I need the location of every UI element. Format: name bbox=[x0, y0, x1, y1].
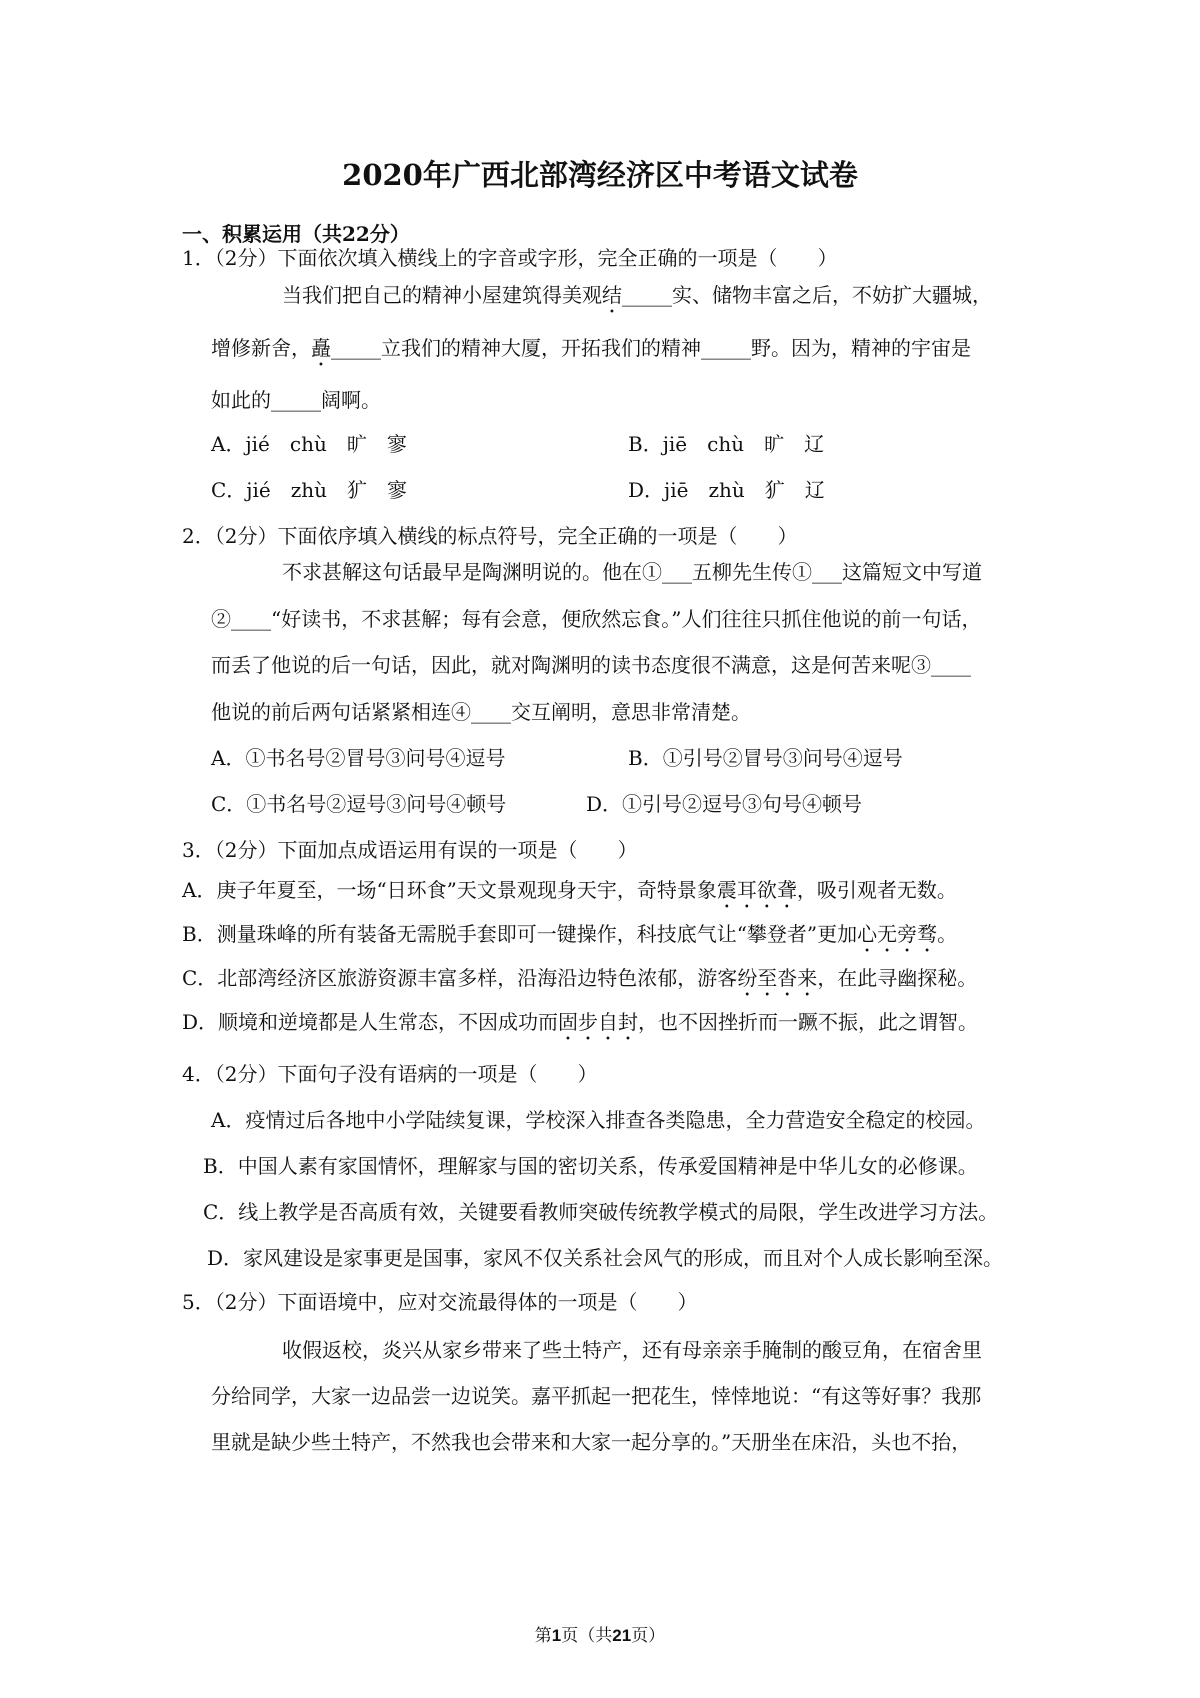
question-2-option-b: B．①引号②冒号③问号④逗号 bbox=[628, 746, 903, 770]
question-3-option-b: B．测量珠峰的所有装备无需脱手套即可一键操作，科技底气让“攀登者”更加心无旁骛。 bbox=[182, 922, 958, 946]
question-5-stem: 5．（2分）下面语境中，应对交流最得体的一项是（ ） bbox=[182, 1290, 698, 1314]
question-3-option-a: A．庚子年夏至，一场“日环食”天文景观现身天宇，奇特景象震耳欲聋，吸引观者无数。 bbox=[182, 878, 957, 902]
question-5-passage-line-1: 收假返校，炎兴从家乡带来了些土特产，还有母亲亲手腌制的酸豆角，在宿舍里 bbox=[282, 1338, 982, 1362]
emphasis-idiom: 纷至沓来 bbox=[737, 966, 818, 990]
section-heading: 一、积累运用（共22分） bbox=[182, 222, 410, 246]
question-1-stem: 1．（2分）下面依次填入横线上的字音或字形，完全正确的一项是（ ） bbox=[182, 246, 838, 270]
question-3-option-c: C．北部湾经济区旅游资源丰富多样，沿海沿边特色浓郁，游客纷至沓来，在此寻幽探秘。 bbox=[182, 966, 978, 990]
question-4-option-d: D．家风建设是家事更是国事，家风不仅关系社会风气的形成，而且对个人成长影响至深。 bbox=[207, 1246, 1004, 1270]
question-4-option-a: A．疫情过后各地中小学陆续复课，学校深入排查各类隐患，全力营造安全稳定的校园。 bbox=[211, 1108, 986, 1132]
question-2-passage-line-3: 而丢了他说的后一句话，因此，就对陶渊明的读书态度很不满意，这是何苦来呢③____ bbox=[211, 653, 971, 677]
question-4-stem: 4．（2分）下面句子没有语病的一项是（ ） bbox=[182, 1062, 598, 1086]
emphasis-idiom: 心无旁骛 bbox=[857, 922, 938, 946]
question-3-stem: 3．（2分）下面加点成语运用有误的一项是（ ） bbox=[182, 838, 638, 862]
question-1-option-d: D．jiē zhù 犷 辽 bbox=[628, 478, 825, 502]
question-2-passage-line-1: 不求甚解这句话最早是陶渊明说的。他在①___五柳先生传①___这篇短文中写道 bbox=[282, 560, 982, 584]
emphasis-char: 结 bbox=[602, 283, 622, 307]
question-3-option-d: D．顺境和逆境都是人生常态，不因成功而固步自封，也不因挫折而一蹶不振，此之谓智。 bbox=[182, 1010, 979, 1034]
question-2-option-c: C．①书名号②逗号③问号④顿号 bbox=[211, 792, 507, 816]
question-2-option-d: D．①引号②逗号③句号④顿号 bbox=[586, 792, 863, 816]
emphasis-idiom: 震耳欲聋 bbox=[716, 878, 797, 902]
question-1-passage-line-2: 增修新舍，矗_____立我们的精神大厦，开拓我们的精神_____野。因为，精神的宇宙是 bbox=[211, 336, 971, 360]
question-1-option-a: A．jié chù 旷 寥 bbox=[211, 432, 407, 456]
question-4-option-c: C．线上教学是否高质有效，关键要看教师突破传统教学模式的局限，学生改进学习方法。 bbox=[203, 1200, 999, 1224]
emphasis-idiom: 固步自封 bbox=[558, 1010, 639, 1034]
emphasis-char: 矗 bbox=[311, 336, 331, 360]
page-footer: 第1页（共21页） bbox=[534, 1626, 666, 1646]
question-1-option-b: B．jiē chù 旷 辽 bbox=[628, 432, 825, 456]
question-5-passage-line-3: 里就是缺少些土特产，不然我也会带来和大家一起分享的。”天册坐在床沿，头也不抬， bbox=[211, 1430, 972, 1454]
question-1-option-c: C．jié zhù 犷 寥 bbox=[211, 478, 408, 502]
question-2-passage-line-4: 他说的前后两句话紧紧相连④____交互阐明，意思非常清楚。 bbox=[211, 700, 751, 724]
question-2-option-a: A．①书名号②冒号③问号④逗号 bbox=[211, 746, 506, 770]
page-total: 21 bbox=[612, 1626, 632, 1645]
question-1-passage-line-3: 如此的_____阔啊。 bbox=[211, 388, 381, 412]
question-1-passage-line-1: 当我们把自己的精神小屋建筑得美观结_____实、储物丰富之后，不妨扩大疆城， bbox=[282, 283, 992, 307]
question-4-option-b: B．中国人素有家国情怀，理解家与国的密切关系，传承爱国精神是中华儿女的必修课。 bbox=[203, 1154, 978, 1178]
question-2-stem: 2．（2分）下面依序填入横线的标点符号，完全正确的一项是（ ） bbox=[182, 524, 798, 548]
question-5-passage-line-2: 分给同学，大家一边品尝一边说笑。嘉平抓起一把花生，悻悻地说：“有这等好事？我那 bbox=[211, 1384, 982, 1408]
page-title: 2020年广西北部湾经济区中考语文试卷 bbox=[342, 158, 858, 192]
page-number: 1 bbox=[551, 1626, 562, 1645]
question-2-passage-line-2: ②____“好读书，不求甚解；每有会意，便欣然忘食。”人们往往只抓住他说的前一句话， bbox=[211, 607, 982, 631]
